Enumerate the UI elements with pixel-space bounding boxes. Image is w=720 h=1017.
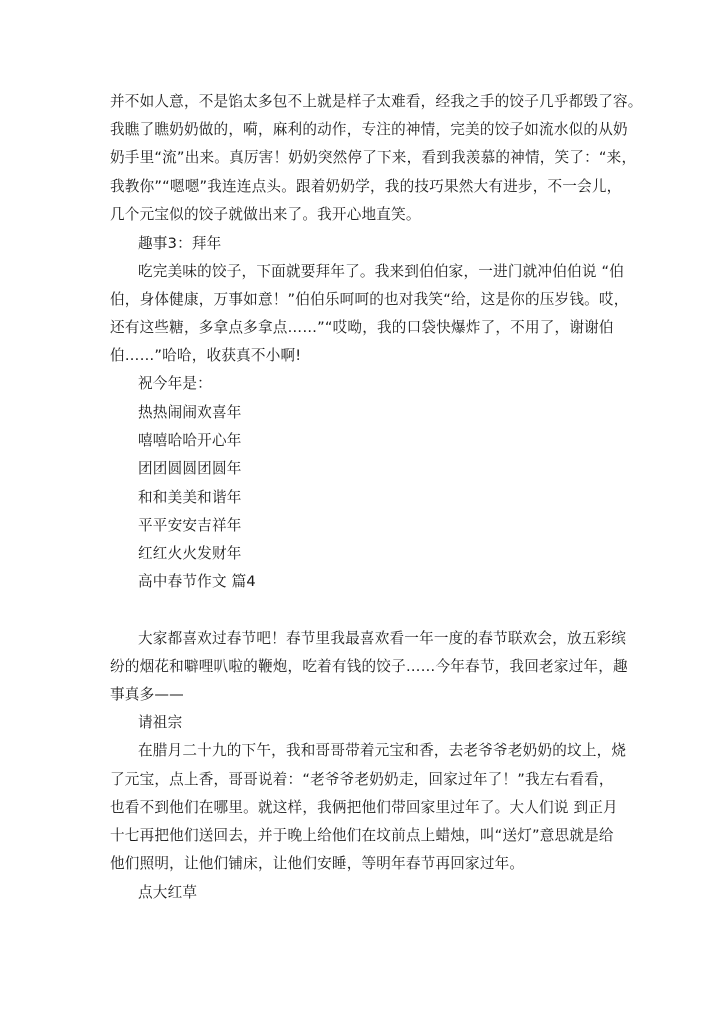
paragraph-line: 也看不到他们在哪里。就这样，我俩把他们带回家里过年了。大人们说 到正月 [110,799,618,816]
paragraph-line: 奶手里“流”出来。真厉害！奶奶突然停了下来，看到我羡慕的神情，笑了：“来， [110,149,637,166]
paragraph-line: 我瞧了瞧奶奶做的，嗬，麻利的动作，专注的神情，完美的饺子如流水似的从奶 [110,121,628,138]
paragraph-line: 伯，身体健康，万事如意！”伯伯乐呵呵的也对我笑“给，这是你的压岁钱。哎， [110,291,629,308]
paragraph-line: 大家都喜欢过春节吧！春节里我最喜欢看一年一度的春节联欢会，放五彩缤 [138,630,627,647]
section-heading: 请祖宗 [138,714,183,731]
paragraph-line: 我教你”“嗯嗯”我连连点头。跟着奶奶学，我的技巧果然大有进步，不一会儿， [110,178,622,195]
blessing-line: 嘻嘻哈哈开心年 [138,432,242,449]
paragraph-line: 他们照明，让他们铺床，让他们安睡，等明年春节再回家过年。 [110,855,525,872]
blessing-line: 平平安安吉祥年 [138,517,242,534]
paragraph-line: 事真多—— [110,686,184,703]
paragraph-line: 纷的烟花和噼哩叭啦的鞭炮，吃着有钱的饺子……今年春节，我回老家过年，趣 [110,658,628,675]
paragraph-line: 了元宝，点上香，哥哥说着：“老爷爷老奶奶走，回家过年了！”我左右看看， [110,771,614,788]
blessing-line: 热热闹闹欢喜年 [138,404,242,421]
blessing-line: 红红火火发财年 [138,545,242,562]
paragraph-line: 十七再把他们送回去，并于晚上给他们在坟前点上蜡烛，叫“送灯”意思就是给 [110,827,614,844]
paragraph-line: 在腊月二十九的下午，我和哥哥带着元宝和香，去老爷爷老奶奶的坟上，烧 [138,742,627,759]
paragraph-line: 吃完美味的饺子，下面就要拜年了。我来到伯伯家，一进门就冲伯伯说 “伯 [138,263,625,280]
paragraph-line: 还有这些糖，多拿点多拿点……”“哎呦，我的口袋快爆炸了，不用了，谢谢伯 [110,319,614,336]
paragraph-line: 几个元宝似的饺子就做出来了。我开心地直笑。 [110,206,421,223]
blessing-heading: 祝今年是： [138,375,212,392]
section-heading: 点大红草 [138,884,198,901]
blessing-line: 团团圆圆团圆年 [138,460,242,477]
section-heading: 趣事3：拜年 [138,235,222,252]
article-title: 高中春节作文 篇4 [138,573,256,590]
paragraph-line: 并不如人意，不是馅太多包不上就是样子太难看，经我之手的饺子几乎都毁了容。 [110,93,643,110]
paragraph-line: 伯……”哈哈，收获真不小啊! [110,347,302,364]
blessing-line: 和和美美和谐年 [138,489,242,506]
